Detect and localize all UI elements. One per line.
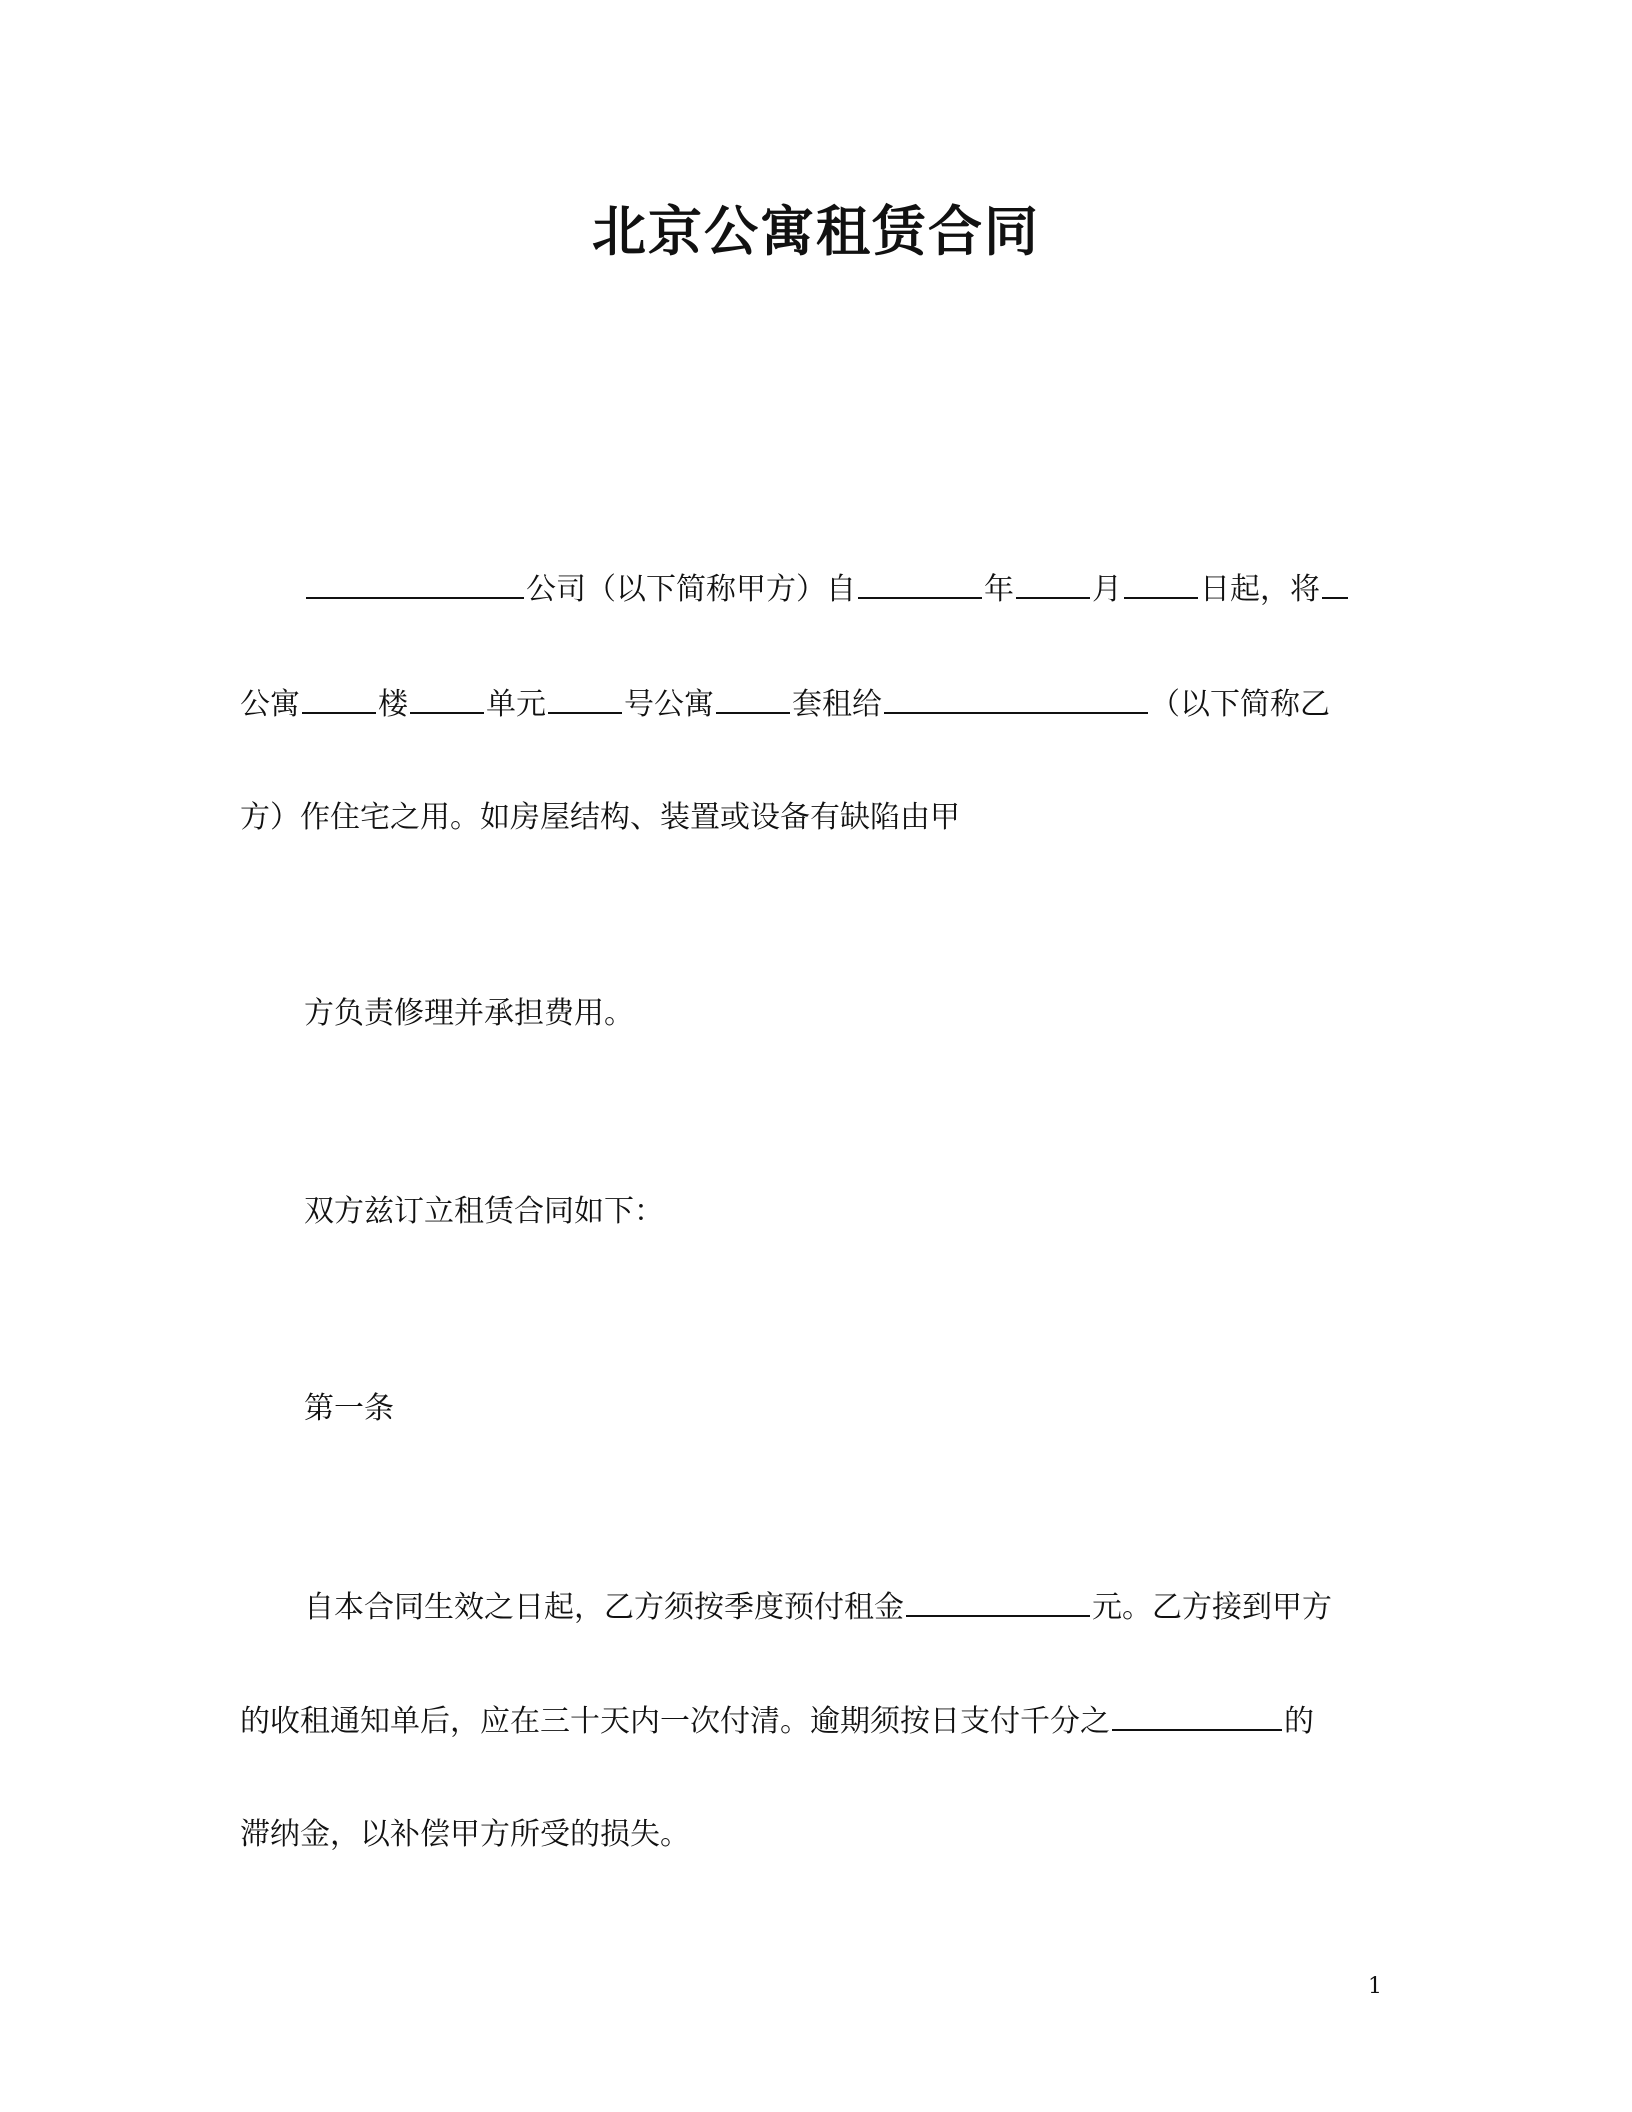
unit-blank[interactable] — [410, 680, 484, 714]
late-fee-rate-blank[interactable] — [1112, 1697, 1282, 1731]
article1-line2 — [240, 1697, 1314, 1741]
article1-line3: 滞纳金，以补偿甲方所受的损失。 — [240, 1817, 690, 1852]
day-start-text: 日起，将 — [1200, 572, 1320, 607]
company-name-blank[interactable] — [306, 565, 524, 599]
para1-line1 — [304, 565, 1350, 609]
article1-line1-text-a: 自本合同生效之日起，乙方须按季度预付租金 — [304, 1590, 904, 1625]
abbr-b-text: （以下简称乙 — [1150, 687, 1330, 722]
article1-heading: 第一条 — [304, 1391, 394, 1426]
building-label: 楼 — [378, 687, 408, 722]
room-number-blank[interactable] — [548, 680, 622, 714]
month-label: 月 — [1092, 572, 1122, 607]
building-blank[interactable] — [302, 680, 376, 714]
suite-count-blank[interactable] — [716, 680, 790, 714]
apartment-label: 公寓 — [240, 687, 300, 722]
rent-to-text: 套租给 — [792, 687, 882, 722]
start-month-blank[interactable] — [1016, 565, 1090, 599]
tenant-name-blank[interactable] — [884, 680, 1148, 714]
article1-line2-text-b: 的 — [1284, 1704, 1314, 1739]
para1-line3: 方）作住宅之用。如房屋结构、装置或设备有缺陷由甲 — [240, 800, 960, 835]
article1-line2-text-a: 的收租通知单后，应在三十天内一次付清。逾期须按日支付千分之 — [240, 1704, 1110, 1739]
company-suffix-text: 公司（以下简称甲方）自 — [526, 572, 856, 607]
page-number: 1 — [1368, 1974, 1382, 1999]
agreement-intro: 双方兹订立租赁合同如下： — [304, 1194, 664, 1229]
article1-line1 — [304, 1583, 1332, 1627]
start-day-blank[interactable] — [1124, 565, 1198, 599]
quarterly-rent-blank[interactable] — [906, 1583, 1090, 1617]
para1-line2 — [240, 680, 1330, 724]
start-year-blank[interactable] — [858, 565, 982, 599]
room-label: 号公寓 — [624, 687, 714, 722]
property-name-blank[interactable] — [1322, 565, 1348, 599]
year-label: 年 — [984, 572, 1014, 607]
unit-label: 单元 — [486, 687, 546, 722]
document-title: 北京公寓租赁合同 — [592, 200, 1040, 263]
article1-line1-text-b: 元。乙方接到甲方 — [1092, 1590, 1332, 1625]
para1-line4: 方负责修理并承担费用。 — [304, 996, 634, 1031]
